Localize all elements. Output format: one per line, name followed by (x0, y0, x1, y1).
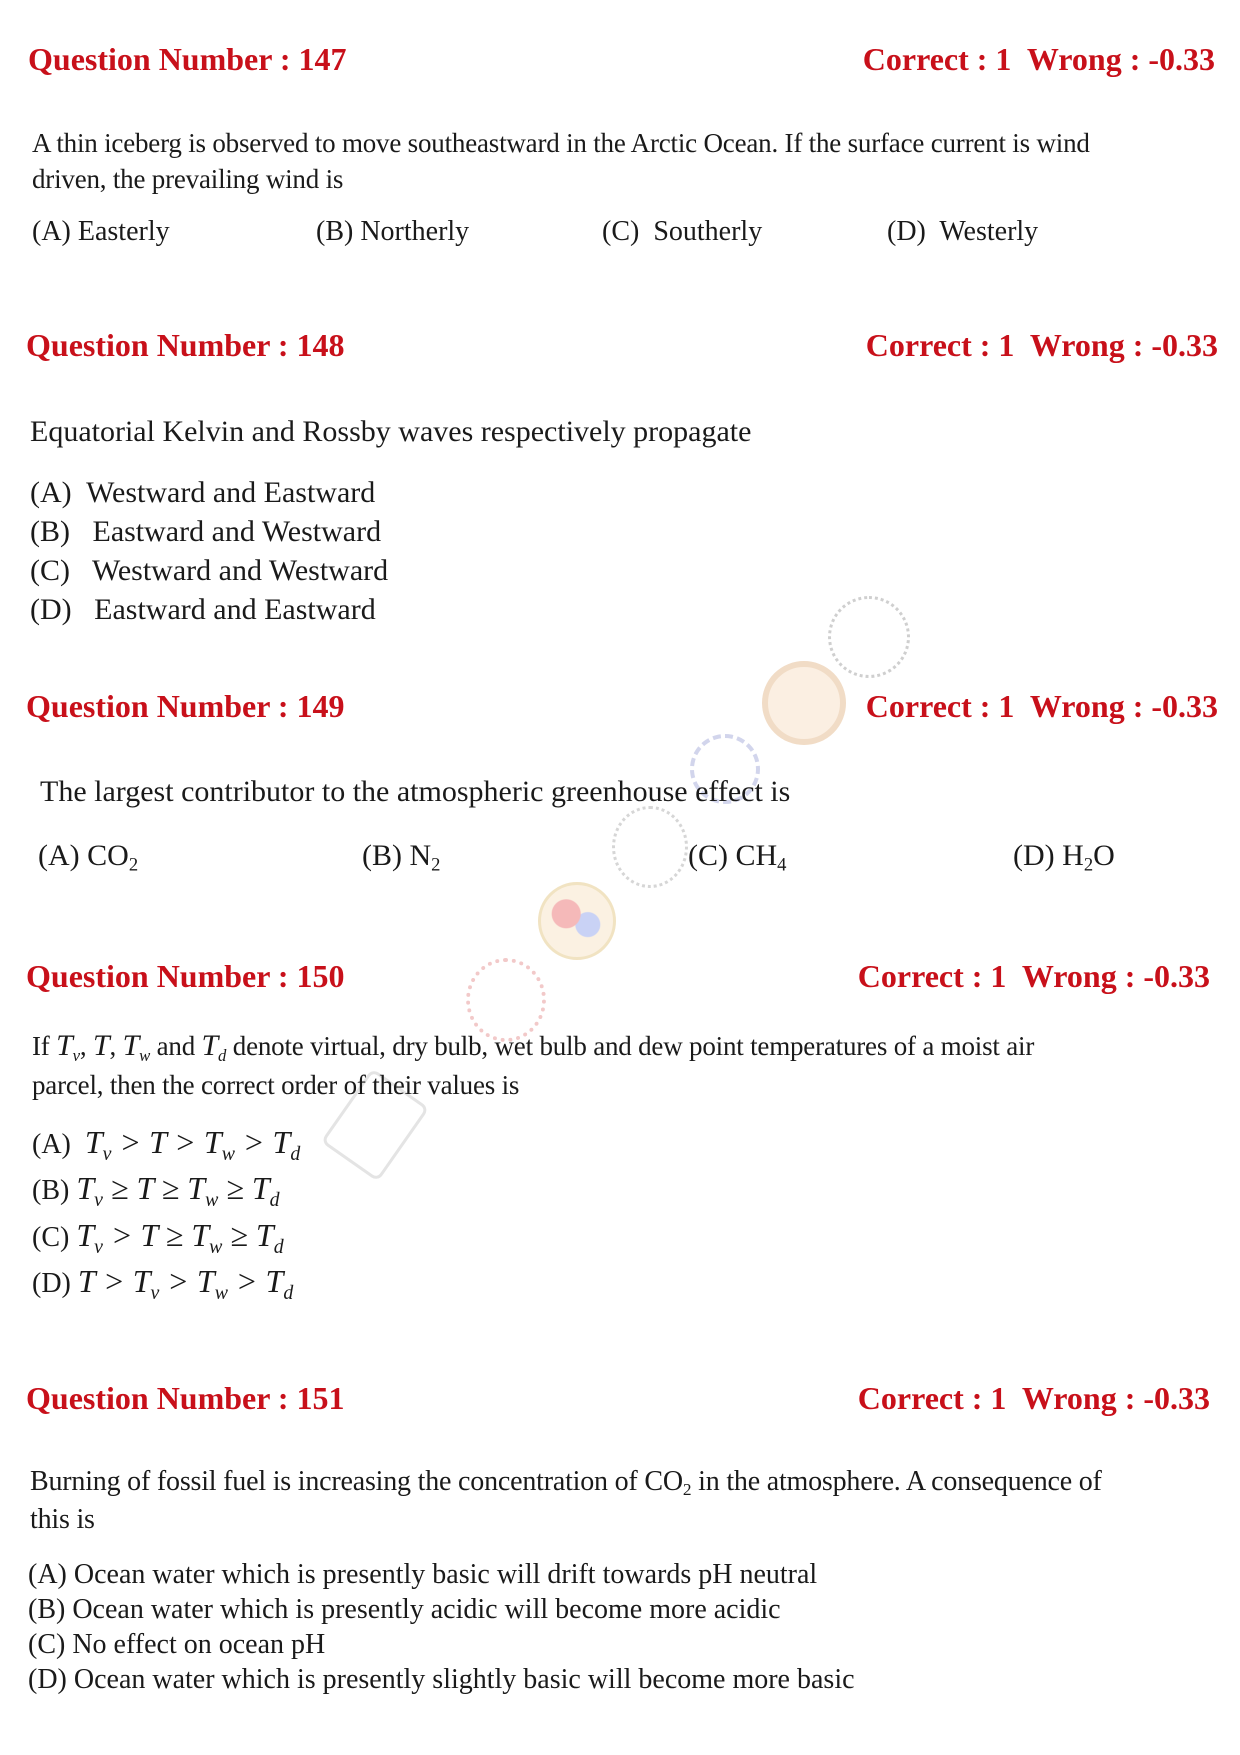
question-text-line: driven, the prevailing wind is (32, 164, 344, 194)
option-label: (C) (32, 1222, 70, 1253)
watermark-seal-grey2-icon (612, 806, 688, 888)
option-c: (C) No effect on ocean pH (28, 1629, 326, 1660)
option-d: (D) Westerly (887, 216, 1039, 247)
option-c (32, 1217, 284, 1256)
option-d: (D) Eastward and Eastward (30, 593, 376, 626)
option-label: (A) (32, 1129, 71, 1160)
text: , (79, 1031, 93, 1061)
symbol-T: T (92, 1029, 110, 1062)
subscript: 4 (777, 854, 787, 876)
marking-scheme: Correct : 1 Wrong : -0.33 (862, 41, 1215, 77)
marking-scheme: Correct : 1 Wrong : -0.33 (857, 958, 1210, 994)
text: denote virtual, dry bulb, wet bulb and dew point temperatures of a moist air (226, 1031, 1035, 1061)
option-label: (B) N (362, 839, 432, 872)
option-b: (B) Ocean water which is presently acidic will become more acidic (28, 1594, 781, 1625)
watermark-seal-orange-icon (762, 661, 846, 745)
option-label: (C) CH (688, 839, 778, 872)
option-b: (B) Eastward and Westward (30, 515, 382, 548)
text: , (109, 1031, 123, 1061)
symbol-T: T (122, 1029, 140, 1062)
option-a: (A) Westward and Eastward (30, 476, 376, 509)
subscript: v (72, 1045, 80, 1065)
subscript: 2 (1083, 854, 1094, 876)
subscript: d (218, 1045, 227, 1065)
symbol-T: T (201, 1029, 219, 1062)
option-a: (A) Ocean water which is presently basic will drift towards pH neutral (28, 1559, 818, 1590)
option-c: (C) Southerly (602, 216, 763, 247)
question-number: Question Number : 148 (26, 327, 345, 363)
symbol-T: T (56, 1029, 73, 1062)
subscript: w (139, 1045, 151, 1065)
question-text-line: The largest contributor to the atmospheric greenhouse effect is (40, 775, 791, 808)
option-label: (D) H (1013, 839, 1084, 872)
expr: $T_v \ge T \ge T_w \ge T_d$ (76, 1170, 280, 1211)
option-label: (B) (32, 1175, 70, 1206)
option-b: (B) Northerly (316, 216, 470, 247)
question-number: Question Number : 151 (26, 1380, 345, 1416)
marking-scheme: Correct : 1 Wrong : -0.33 (865, 327, 1218, 363)
option-d: (D) Ocean water which is presently slightly basic will become more basic (28, 1664, 855, 1695)
option-b (32, 1170, 280, 1209)
text: in the atmosphere. A consequence of (691, 1466, 1102, 1497)
option-d (32, 1263, 293, 1302)
question-number: Question Number : 147 (28, 41, 347, 77)
question-text-line: parcel, then the correct order of their values is (32, 1070, 520, 1100)
marking-scheme: Correct : 1 Wrong : -0.33 (865, 688, 1218, 724)
subscript: 2 (128, 854, 139, 876)
text: and (150, 1031, 202, 1061)
subscript: 2 (431, 854, 441, 876)
watermark-tricolor-logo-icon (538, 882, 616, 960)
option-label: (A) CO (38, 839, 129, 872)
expr: $T_v > T \ge T_w \ge T_d$ (76, 1217, 284, 1258)
option-a: (A) Easterly (32, 216, 170, 247)
option-tail: O (1093, 839, 1115, 872)
question-text-line (30, 1464, 1102, 1500)
watermark-seal-grey-icon (828, 596, 910, 678)
question-text-line: A thin iceberg is observed to move southeastward in the Arctic Ocean. If the surface current is wind (32, 128, 1090, 158)
option-a (32, 1124, 300, 1163)
question-text-line (32, 1028, 1034, 1064)
question-number: Question Number : 149 (26, 688, 345, 724)
option-c: (C) Westward and Westward (30, 554, 389, 587)
question-number: Question Number : 150 (26, 958, 345, 994)
option-b (362, 837, 440, 875)
option-label: (D) (32, 1268, 71, 1299)
expr: $T > T_v > T_w > T_d$ (77, 1263, 294, 1304)
marking-scheme: Correct : 1 Wrong : -0.33 (857, 1380, 1210, 1416)
option-c (688, 837, 786, 875)
option-d (1013, 837, 1115, 875)
question-text-line: this is (30, 1504, 95, 1535)
subscript: 2 (682, 1480, 692, 1500)
question-text-line: Equatorial Kelvin and Rossby waves respectively propagate (30, 415, 752, 448)
option-a (38, 837, 138, 875)
text: If (32, 1031, 57, 1061)
expr: $T_v > T > T_w > T_d$ (84, 1124, 301, 1165)
text: Burning of fossil fuel is increasing the concentration of CO (30, 1466, 683, 1497)
